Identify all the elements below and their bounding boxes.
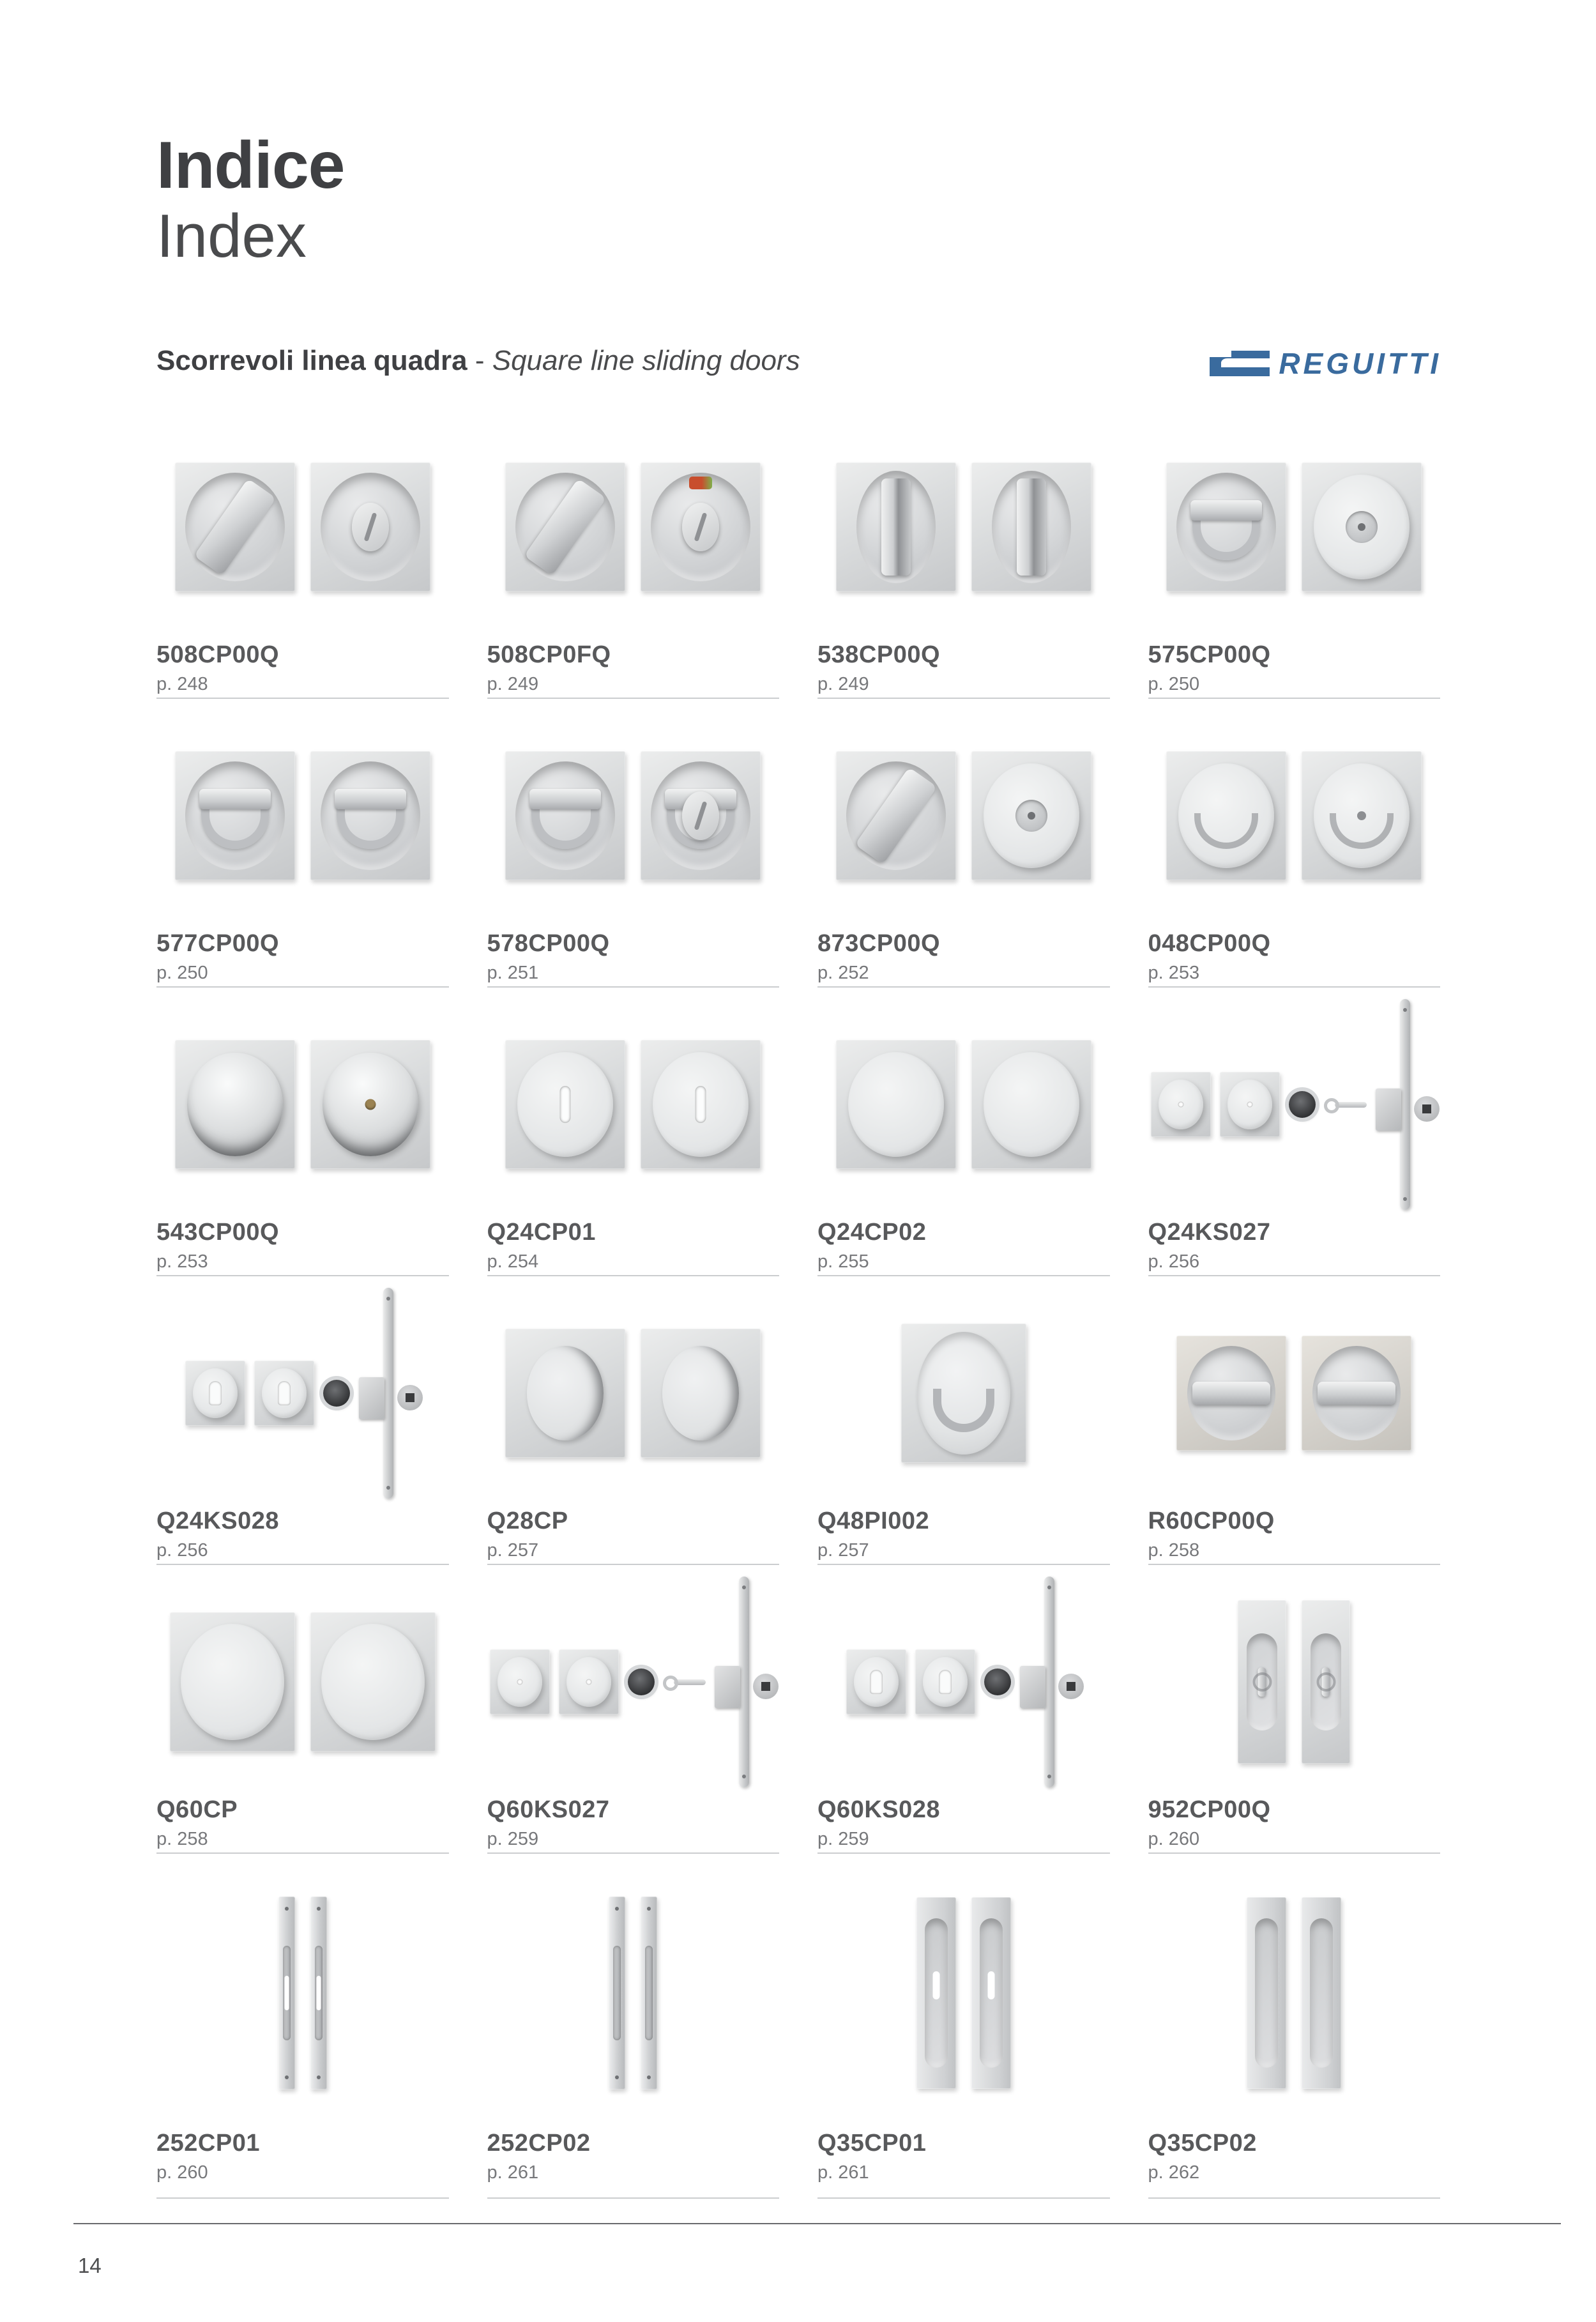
plate	[641, 1897, 657, 2089]
card-divider	[817, 1564, 1110, 1565]
product-image	[156, 1288, 449, 1499]
product-image	[817, 710, 1110, 921]
product-card	[156, 1288, 449, 1577]
card-divider	[1148, 698, 1441, 699]
flush-disc	[848, 1052, 944, 1157]
flush-disc	[181, 1624, 284, 1740]
round-flush-cup	[1289, 1091, 1316, 1118]
brass-pin	[365, 1099, 376, 1110]
cylinder-keyhole	[939, 1670, 952, 1694]
plate	[278, 1897, 295, 2089]
spindle-flange	[397, 1385, 423, 1410]
product-image	[1148, 422, 1441, 632]
card-divider	[1148, 1564, 1441, 1565]
visual-sliding-lock-kit-with-key	[487, 1577, 780, 1787]
lock-body	[1020, 1666, 1045, 1708]
plate	[836, 751, 956, 880]
key-slot	[987, 1971, 994, 1999]
plate	[1247, 1897, 1286, 2089]
plate	[836, 462, 956, 592]
plate	[901, 1324, 1026, 1463]
plate	[505, 1329, 625, 1458]
product-card	[817, 710, 1110, 999]
product-code: Q24CP02	[817, 1219, 927, 1246]
product-page-reference: p. 257	[487, 1540, 539, 1561]
vertical-pull-bar	[881, 478, 911, 576]
product-code: Q60CP	[156, 1796, 238, 1823]
plate	[971, 1897, 1011, 2089]
product-image	[817, 999, 1110, 1210]
lock-body	[1376, 1088, 1401, 1131]
emergency-release	[1015, 800, 1047, 832]
product-code: 252CP01	[156, 2130, 260, 2157]
product-card	[817, 1865, 1110, 2210]
product-code: Q48PI002	[817, 1508, 930, 1534]
plate	[254, 1361, 314, 1426]
visual-flush-disc-keyslot-pair	[487, 999, 780, 1210]
product-code: Q35CP02	[1148, 2130, 1257, 2157]
plate	[915, 1649, 975, 1715]
visual-thumbturn-and-emergency-release	[817, 710, 1110, 921]
card-divider	[817, 986, 1110, 988]
card-divider	[1148, 1852, 1441, 1854]
product-page-reference: p. 251	[487, 963, 539, 983]
screw	[647, 1907, 651, 1911]
spindle-flange	[753, 1674, 779, 1699]
product-page-reference: p. 262	[1148, 2162, 1200, 2183]
product-code: Q28CP	[487, 1508, 568, 1534]
reguitti-logo-text: REGUITTI	[1279, 347, 1441, 380]
product-code: 543CP00Q	[156, 1219, 280, 1246]
product-card	[156, 999, 449, 1288]
round-flush-cup	[628, 1669, 655, 1695]
plate	[559, 1649, 619, 1715]
visual-sliding-lock-kit-cylinder	[156, 1288, 449, 1499]
visual-large-flush-disc-pair	[156, 1577, 449, 1787]
visual-vertical-bar-pull-pair	[817, 422, 1110, 632]
product-image	[487, 1288, 780, 1499]
product-page-reference: p. 255	[817, 1251, 869, 1272]
key-slot	[316, 1976, 321, 2010]
screw	[317, 1907, 321, 1911]
section-title-italian: Scorrevoli linea quadra	[156, 345, 467, 376]
product-page-reference: p. 256	[1148, 1251, 1200, 1272]
product-code: 252CP02	[487, 2130, 591, 2157]
product-page-reference: p. 257	[817, 1540, 869, 1561]
product-card	[1148, 422, 1441, 710]
page-title-italian: Indice	[156, 128, 345, 202]
plate	[1302, 1600, 1350, 1764]
visual-crescent-pull-pair	[487, 1288, 780, 1499]
mortise-lock-assembly	[715, 1577, 776, 1787]
card-divider	[156, 986, 449, 988]
emergency-release	[1346, 511, 1378, 543]
lock-body	[715, 1666, 740, 1708]
product-card	[1148, 710, 1441, 999]
plate	[641, 1329, 761, 1458]
lock-body	[359, 1377, 384, 1419]
product-page-reference: p. 252	[817, 963, 869, 983]
oval-knob	[352, 503, 389, 551]
product-page-reference: p. 258	[156, 1829, 208, 1849]
plate	[1166, 462, 1286, 592]
product-card	[487, 1865, 780, 2210]
plate	[836, 1040, 956, 1169]
section-header	[156, 345, 1441, 390]
page-header	[156, 128, 1441, 271]
visual-tall-thumbturn-pair	[1148, 1577, 1441, 1787]
product-code: R60CP00Q	[1148, 1508, 1275, 1534]
section-separator: -	[467, 345, 492, 376]
product-card	[156, 1865, 449, 2210]
product-image	[1148, 1288, 1441, 1499]
product-image	[487, 999, 780, 1210]
plate	[846, 1649, 906, 1715]
product-image	[817, 1865, 1110, 2121]
product-page-reference: p. 248	[156, 674, 208, 694]
plate	[1302, 751, 1422, 880]
product-card	[487, 1577, 780, 1865]
visual-ring-pull-and-knob	[487, 710, 780, 921]
plate	[1176, 1336, 1286, 1451]
oval-knob	[682, 791, 719, 840]
plate	[170, 1612, 295, 1752]
visual-square-thumbturn-pair	[1148, 1288, 1441, 1499]
flush-disc	[321, 1624, 425, 1740]
key-slot	[932, 1971, 939, 1999]
strike-plate	[383, 1288, 393, 1499]
card-divider	[1148, 2197, 1441, 2199]
round-flush-cup	[323, 1380, 350, 1407]
plate	[310, 462, 430, 592]
card-divider	[156, 1564, 449, 1565]
card-divider	[156, 1852, 449, 1854]
card-divider	[487, 1564, 780, 1565]
product-card	[817, 999, 1110, 1288]
pull-bar	[335, 789, 406, 809]
visual-dome-pull-pair	[156, 999, 449, 1210]
product-code: Q24KS027	[1148, 1219, 1271, 1246]
product-image	[156, 710, 449, 921]
visual-cup-pull-pair	[1148, 710, 1441, 921]
visual-recessed-pull-single	[817, 1288, 1110, 1499]
product-page-reference: p. 260	[1148, 1829, 1200, 1849]
card-divider	[487, 986, 780, 988]
product-page-reference: p. 260	[156, 2162, 208, 2183]
product-page-reference: p. 256	[156, 1540, 208, 1561]
product-card	[156, 422, 449, 710]
plate	[641, 462, 761, 592]
product-image	[1148, 1577, 1441, 1787]
product-code: 873CP00Q	[817, 930, 941, 957]
product-card	[817, 422, 1110, 710]
crescent-pull	[527, 1346, 604, 1440]
footer-rule	[73, 2223, 1561, 2224]
product-grid	[156, 422, 1440, 2210]
center-hole	[1178, 1102, 1184, 1108]
plate	[641, 751, 761, 880]
card-divider	[487, 1852, 780, 1854]
plate	[1302, 1336, 1411, 1451]
thumbturn	[1322, 1667, 1330, 1697]
key	[674, 1679, 706, 1685]
section-title-english: Square line sliding doors	[492, 345, 800, 376]
product-card	[156, 1577, 449, 1865]
plate	[609, 1897, 625, 2089]
flush-disc	[984, 1052, 1079, 1157]
pull-bar	[1190, 500, 1262, 521]
plate	[1238, 1600, 1286, 1764]
key	[1335, 1102, 1367, 1108]
plate	[641, 1040, 761, 1169]
plate	[185, 1361, 245, 1426]
recessed-pull-groove	[1255, 1918, 1278, 2068]
plate	[971, 462, 1091, 592]
spindle-flange	[1414, 1096, 1440, 1122]
product-card	[487, 1288, 780, 1577]
product-code: 578CP00Q	[487, 930, 610, 957]
product-page-reference: p. 253	[1148, 963, 1200, 983]
strike-plate	[1400, 999, 1410, 1210]
card-divider	[487, 1275, 780, 1276]
plate	[1302, 1897, 1341, 2089]
screw	[317, 2075, 321, 2079]
product-image	[487, 422, 780, 632]
strike-plate	[739, 1577, 749, 1787]
product-page-reference: p. 249	[487, 674, 539, 694]
product-code: 048CP00Q	[1148, 930, 1271, 957]
mortise-lock-assembly	[359, 1288, 420, 1499]
cylinder-keyhole	[278, 1381, 291, 1405]
thumbturn-bar	[1192, 1382, 1270, 1405]
plate	[1302, 462, 1422, 592]
center-hole	[586, 1679, 592, 1685]
oval-knob	[682, 503, 719, 551]
product-code: Q60KS028	[817, 1796, 941, 1823]
pull-groove	[645, 1946, 653, 2040]
product-card	[1148, 1865, 1441, 2210]
visual-flush-disc-pair	[817, 999, 1110, 1210]
product-card	[487, 710, 780, 999]
product-code: 508CP00Q	[156, 641, 280, 668]
product-image	[156, 422, 449, 632]
reguitti-logo-icon	[1208, 349, 1270, 378]
crescent-pull	[662, 1346, 739, 1440]
product-image	[1148, 1865, 1441, 2121]
plate	[310, 1612, 436, 1752]
product-page-reference: p. 259	[487, 1829, 539, 1849]
product-code: Q24KS028	[156, 1508, 280, 1534]
product-image	[817, 1288, 1110, 1499]
product-card	[817, 1577, 1110, 1865]
product-image	[1148, 999, 1441, 1210]
product-code: 952CP00Q	[1148, 1796, 1271, 1823]
card-divider	[487, 2197, 780, 2199]
plate	[971, 751, 1091, 880]
plate	[175, 462, 295, 592]
cylinder-keyhole	[209, 1381, 222, 1405]
plate	[310, 1897, 327, 2089]
card-divider	[156, 2197, 449, 2199]
round-flush-cup	[984, 1669, 1011, 1695]
product-code: Q60KS027	[487, 1796, 610, 1823]
center-pin	[1357, 811, 1366, 820]
strike-plate	[1044, 1577, 1054, 1787]
mortise-lock-assembly	[1020, 1577, 1081, 1787]
visual-flush-strip-keyhole-pair	[817, 1865, 1110, 2121]
product-page-reference: p. 254	[487, 1251, 539, 1272]
card-divider	[817, 1275, 1110, 1276]
plate	[505, 462, 625, 592]
plate	[175, 1040, 295, 1169]
free-occupied-indicator	[689, 477, 712, 489]
key-slot	[284, 1976, 289, 2010]
product-card	[1148, 999, 1441, 1288]
card-divider	[156, 1275, 449, 1276]
product-page-reference: p. 261	[487, 2162, 539, 2183]
product-image	[156, 1865, 449, 2121]
product-page-reference: p. 250	[1148, 674, 1200, 694]
card-divider	[817, 698, 1110, 699]
product-image	[156, 999, 449, 1210]
plate	[310, 1040, 430, 1169]
product-image	[1148, 710, 1441, 921]
product-code: 577CP00Q	[156, 930, 280, 957]
product-image	[487, 710, 780, 921]
visual-ring-pull-and-emergency-release	[1148, 422, 1441, 632]
page-number: 14	[78, 2254, 102, 2277]
plate	[175, 751, 295, 880]
product-card	[1148, 1288, 1441, 1577]
card-divider	[817, 2197, 1110, 2199]
visual-thumbturn-and-knob	[156, 422, 449, 632]
product-image	[487, 1577, 780, 1787]
product-code: Q35CP01	[817, 2130, 927, 2157]
visual-thumbturn-and-indicator-knob	[487, 422, 780, 632]
visual-sliding-lock-kit-with-key	[1148, 999, 1441, 1210]
visual-flush-strip-pair	[1148, 1865, 1441, 2121]
thumbturn	[1258, 1667, 1266, 1697]
plate	[1151, 1072, 1211, 1137]
product-card	[487, 422, 780, 710]
product-code: Q24CP01	[487, 1219, 596, 1246]
card-divider	[156, 698, 449, 699]
product-code: 575CP00Q	[1148, 641, 1271, 668]
cylinder-keyhole	[870, 1670, 883, 1694]
product-code: 538CP00Q	[817, 641, 941, 668]
product-page-reference: p. 258	[1148, 1540, 1200, 1561]
center-hole	[517, 1679, 523, 1685]
product-page-reference: p. 261	[817, 2162, 869, 2183]
product-page-reference: p. 249	[817, 674, 869, 694]
chrome-dome-pull	[187, 1053, 283, 1156]
screw	[647, 2075, 651, 2079]
visual-ring-pull-pair	[156, 710, 449, 921]
product-page-reference: p. 259	[817, 1829, 869, 1849]
screw	[285, 2075, 289, 2079]
recessed-pull-groove	[1310, 1918, 1333, 2068]
plate	[505, 1040, 625, 1169]
product-page-reference: p. 253	[156, 1251, 208, 1272]
center-hole	[1247, 1102, 1253, 1108]
card-divider	[1148, 1275, 1441, 1276]
mortise-lock-assembly	[1376, 999, 1437, 1210]
plate	[310, 751, 430, 880]
plate	[916, 1897, 956, 2089]
product-page-reference: p. 250	[156, 963, 208, 983]
visual-narrow-strip-keyhole-pair	[156, 1865, 449, 2121]
key-slot	[695, 1086, 706, 1123]
product-card	[156, 710, 449, 999]
product-image	[817, 1577, 1110, 1787]
product-code: 508CP0FQ	[487, 641, 611, 668]
card-divider	[1148, 986, 1441, 988]
card-divider	[487, 698, 780, 699]
reguitti-logo	[1208, 346, 1441, 381]
visual-narrow-strip-pair	[487, 1865, 780, 2121]
product-image	[817, 422, 1110, 632]
product-card	[817, 1288, 1110, 1577]
screw	[615, 2075, 619, 2079]
product-card	[1148, 1577, 1441, 1865]
pull-bar	[199, 789, 271, 809]
card-divider	[817, 1852, 1110, 1854]
screw	[615, 1907, 619, 1911]
vertical-pull-bar	[1017, 478, 1046, 576]
key-slot	[560, 1086, 571, 1123]
thumbturn-bar	[1318, 1382, 1395, 1405]
product-image	[156, 1577, 449, 1787]
plate	[490, 1649, 550, 1715]
product-card	[487, 999, 780, 1288]
visual-sliding-lock-kit-cylinder	[817, 1577, 1110, 1787]
plate	[1166, 751, 1286, 880]
pull-groove	[613, 1946, 621, 2040]
spindle-flange	[1058, 1674, 1084, 1699]
plate	[505, 751, 625, 880]
plate	[1220, 1072, 1280, 1137]
pull-bar	[529, 789, 601, 809]
product-image	[487, 1865, 780, 2121]
screw	[285, 1907, 289, 1911]
plate	[971, 1040, 1091, 1169]
page-title-english: Index	[156, 202, 307, 271]
